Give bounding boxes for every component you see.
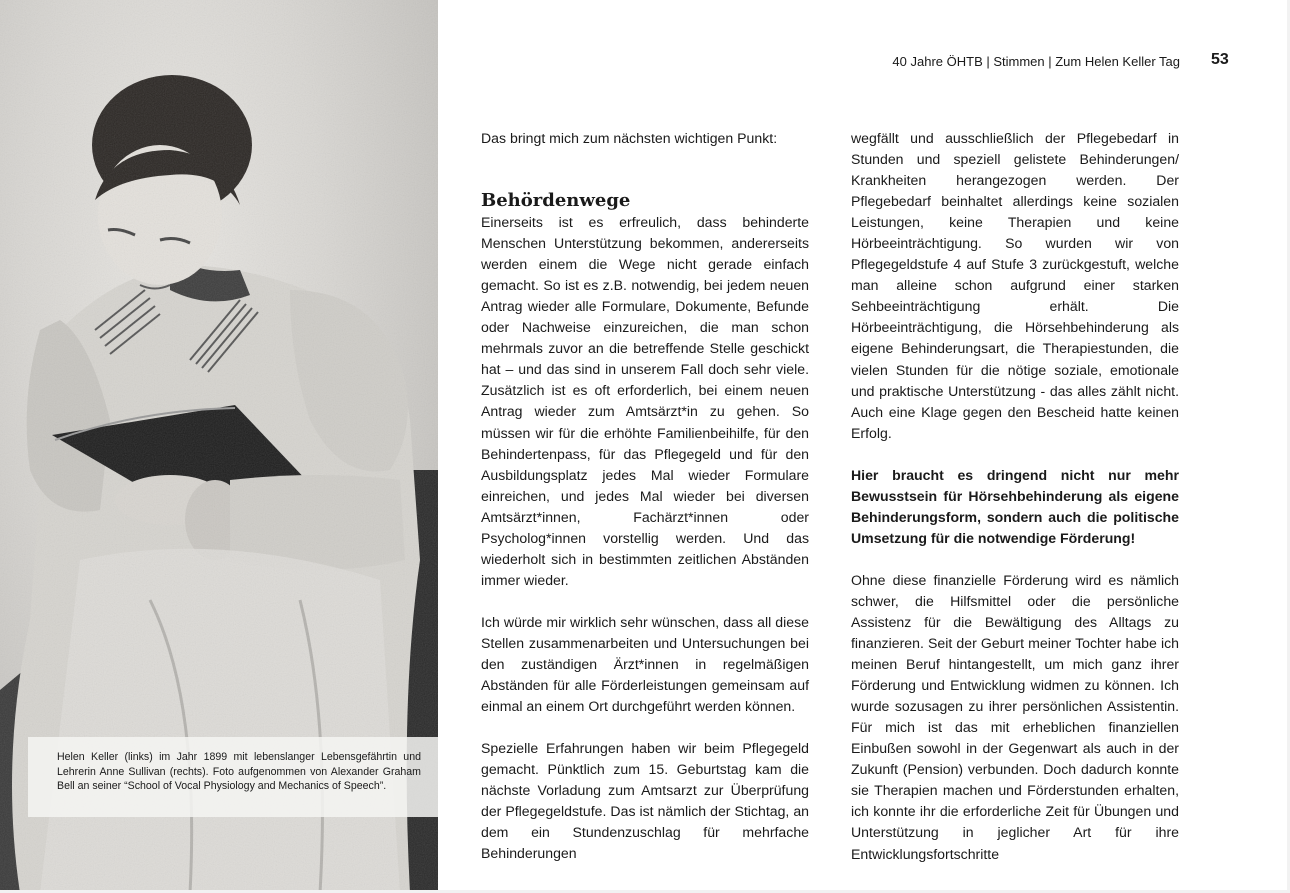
body-paragraph: Ich würde mir wirklich sehr wünschen, dass all diese Stellen zusammenarbeiten und Untersuchungen bei den zuständigen Ärzt*innen in regelmäßigen Abständen für alle Förderleistungen gemeinsam auf einmal an einem Ort durchgeführt werden können. xyxy=(481,613,809,715)
text-column-left xyxy=(481,128,809,864)
page-number: 53 xyxy=(1211,51,1229,68)
body-paragraph: Spezielle Erfahrungen haben wir beim Pflegegeld gemacht. Pünktlich zum 15. Geburtstag kam die nächste Vorladung zum Amtsarzt zur Überprüfung der Pflegegeldstufe. Das ist nämlich der Stichtag, an dem ein Stundenzuschlag für mehrfache Behinderungen xyxy=(481,740,809,862)
body-paragraph: wegfällt und ausschließlich der Pflegebedarf in Stunden und speziell gelistete Behinderungen/ Krankheiten herangezogen werden. Der Pflegebedarf beinhaltet allerdings keine sozialen Leistungen, keine Therapien und keine Hörbeeinträchtigung. So wurden wir von Pflegegeldstufe 4 auf Stufe 3 zurückgestuft, welche man alleine schon aufgrund einer starken Sehbeeinträchtigung erhält. Die Hörbeeinträchtigung, die Hörsehbehinderung als eigene Behinderungsart, die Therapiestunden, die vielen Stunden für die nötige soziale, emotionale und praktische Unterstützung - das alles zählt nicht. Auch eine Klage gegen den Bescheid hatte keinen Erfolg. xyxy=(851,130,1179,441)
caption-text: Helen Keller (links) im Jahr 1899 mit lebenslanger Lebensgefährtin und Lehrerin Anne Sullivan (rechts). Foto aufgenommen von Alexander Graham Bell an seiner “School of Vocal Physiology and Mechanics of Speech”. xyxy=(57,751,421,792)
intro-line: Das bringt mich zum nächsten wichtigen Punkt: xyxy=(481,130,778,146)
running-header: 40 Jahre ÖHTB | Stimmen | Zum Helen Keller Tag xyxy=(892,54,1180,69)
section-heading: Behördenwege xyxy=(481,190,631,212)
body-paragraph: Einerseits ist es erfreulich, dass behinderte Menschen Unterstützung bekommen, andererseits werden einem die Wege nicht gerade einfach gemacht. So ist es z.B. notwendig, bei jedem neuen Antrag wieder alle Formulare, Dokumente, Befunde oder Nachweise einzureichen, die man schon mehrmals zuvor an die betreffende Stelle geschickt hat – und das sind in unserem Fall doch sehr viele. Zusätzlich ist es oft erforderlich, bei einem neuen Antrag wieder zum Amtsärzt*in zu gehen. So müssen wir für die erhöhte Familienbeihilfe, für den Behindertenpass, für das Pflegegeld und für den Ausbildungsplatz jedes Mal wieder Formulare einreichen, und jedes Mal wieder bei diversen Amtsärzt*innen, Fachärzt*innen oder Psycholog*innen vorstellig werden. Und das wiederholt sich in bestimmten zeitlichen Abständen immer wieder. xyxy=(481,214,809,588)
emphasis-paragraph: Hier braucht es dringend nicht nur mehr Bewusstsein für Hörsehbehinderung als eigene Behinderungsform, sondern auch die politische Umsetzung für die notwendige Förderung! xyxy=(851,466,1179,546)
photo-caption xyxy=(28,737,438,817)
historical-photo xyxy=(0,0,438,890)
body-paragraph: Ohne diese finanzielle Förderung wird es nämlich schwer, die Hilfsmittel oder die persönliche Assistenz für die Bewältigung des Alltags zu finanzieren. Seit der Geburt meiner Tochter habe ich meinen Beruf hintangestellt, um mich ganz ihrer Förderung und Entwicklung widmen zu können. Ich wurde sozusagen zu ihrer persönlichen Assistentin. Für mich ist das mit erheblichen finanziellen Einbußen sowohl in der Gegenwart als auch in der Zukunft (Pension) verbunden. Doch dadurch konnte sie Therapien machen und Förderstunden erhalten, ich konnte ihr die erforderliche Zeit für Übungen und Unterstützung in jeglicher Art für ihre Entwicklungsfortschritte xyxy=(851,571,1179,862)
text-column-right xyxy=(851,128,1179,865)
